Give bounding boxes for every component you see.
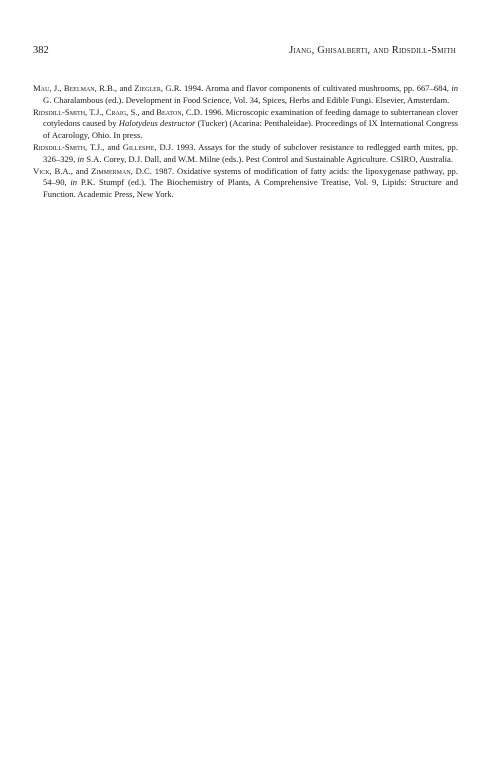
reference-list — [33, 83, 458, 201]
reference-text: , T.J., — [85, 106, 106, 117]
page-number: 382 — [33, 45, 49, 56]
reference-entry — [33, 83, 458, 106]
italic-in: in — [451, 83, 459, 93]
running-title: Jiang, Ghisalberti, and Ridsdill-Smith — [289, 45, 456, 56]
reference-entry — [33, 142, 458, 165]
reference-text: G. Charalambous (ed.). Development in Food Science, Vol. 34, Spices, Herbs and Edible Fungi. Elsevier, Amsterdam. — [43, 94, 450, 105]
italic-in: in — [70, 177, 78, 188]
reference-text: (Tucker) (Acarina: Penthaleidae). Proceedings of IX International Congress of Acarology, Ohio. In press. — [43, 118, 459, 140]
author-name: Ziegler — [134, 83, 161, 93]
author-name: Mau — [33, 83, 50, 93]
reference-entry — [33, 107, 458, 142]
species-name: Halotydeus destructor — [118, 118, 196, 129]
author-name: Beaton — [156, 106, 182, 117]
reference-text: , J., — [49, 83, 64, 93]
reference-text: , D.J. 1993. Assays for the study of subclover resistance to redlegged earth mites, pp. 326–329, — [43, 141, 459, 164]
italic-in: in — [77, 153, 85, 164]
author-name: Gillespie — [122, 141, 155, 152]
author-name: Ridsdill-Smith — [33, 141, 86, 152]
author-name: Beelman — [63, 83, 95, 93]
author-name: Zimmerman — [91, 165, 131, 176]
reference-text: S.A. Corey, D.J. Dall, and W.M. Milne (eds.). Pest Control and Sustainable Agriculture. CSIRO, Australia. — [84, 153, 454, 164]
reference-text: , R.B., and — [94, 83, 135, 93]
reference-text: , D.C. 1987. Oxidative systems of modification of fatty acids: the lipoxygenase pathway, pp. 54–90, — [43, 165, 458, 188]
author-name: Ridsdill-Smith — [33, 106, 86, 117]
page-header — [33, 45, 456, 56]
reference-text: , B.A., and — [49, 165, 92, 176]
author-name: Craig — [105, 106, 127, 117]
reference-text: , G.R. 1994. Aroma and flavor components of cultivated mushrooms, pp. 667–684, — [160, 83, 452, 93]
reference-text: P.K. Stumpf (ed.). The Biochemistry of Plants, A Comprehensive Treatise, Vol. 9, Lipids: Structure and Function. Academic Press, New York. — [43, 177, 458, 199]
reference-text: , T.J., and — [85, 141, 123, 152]
reference-text: , S., and — [126, 106, 157, 117]
reference-text: , C.D. 1996. Microscopic examination of feeding damage to subterranean clover cotyledons caused by — [43, 106, 459, 129]
reference-entry — [33, 166, 458, 201]
author-name: Vick — [33, 165, 50, 176]
